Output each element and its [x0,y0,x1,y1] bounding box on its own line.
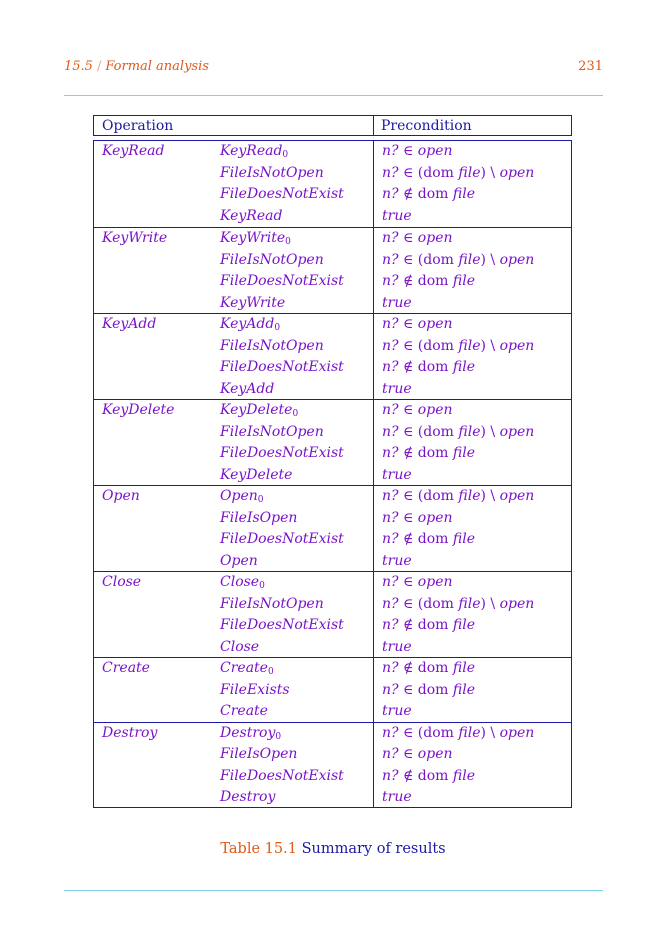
header-rule [64,95,603,96]
table-row [94,744,571,766]
schema-subscript: 0 [282,150,289,160]
precondition-term: n? [382,230,399,246]
schema-name [220,467,292,483]
schema-name [220,725,281,742]
precondition-term: n? [382,273,399,289]
table-row [94,141,571,163]
schema-name [220,553,258,569]
operation-name: KeyWrite [102,230,168,246]
schema-label: FileDoesNotExist [220,445,344,461]
precondition [382,359,475,375]
table-row [94,594,571,616]
schema-name [220,338,324,354]
precondition-term: ∉ dom [398,617,453,633]
table-row [94,314,571,336]
precondition-term: n? [382,724,399,741]
table-group [94,722,571,809]
table-group [94,571,571,658]
precondition-term: n? [382,509,399,526]
table-row [94,572,571,594]
schema-name [220,273,344,289]
precondition [382,596,534,612]
precondition-term: true [382,466,412,483]
table-row [94,637,571,659]
schema-name [220,143,288,160]
schema-name [220,660,274,677]
precondition-term: file [458,164,481,181]
operation-name: Destroy [102,724,158,741]
precondition-term: file [452,660,476,676]
schema-name [220,682,290,698]
precondition-term: open [499,595,535,612]
caption-text: Summary of results [301,841,446,857]
schema-label: KeyDelete [220,402,293,418]
precondition-term: n? [382,359,399,375]
precondition-term: ) \ [480,164,500,181]
schema-subscript: 0 [259,581,265,591]
precondition-term: n? [382,681,399,698]
table-row [94,465,571,487]
precondition-term: ) \ [480,724,500,741]
table-group [94,399,571,486]
precondition-term: ∈ (dom [398,164,459,181]
precondition-term: ∈ (dom [398,488,459,504]
table-caption [0,841,666,857]
schema-label: Destroy [220,789,276,805]
precondition-term: ∈ [398,509,418,526]
schema-label: KeyAdd [220,380,275,397]
precondition-term: true [382,207,412,224]
schema-label: FileIsNotOpen [220,164,324,181]
table-row [94,163,571,185]
precondition-term: open [499,251,535,268]
precondition-term: ∈ [398,316,418,332]
section-number: 15.5 [64,59,93,74]
precondition-term: ∈ (dom [398,595,459,612]
precondition-term: file [458,595,481,612]
precondition-term: ) \ [480,251,500,268]
precondition-term: open [417,143,453,159]
schema-name [220,488,263,505]
precondition [382,424,534,440]
precondition-term: open [417,574,453,590]
table-group [94,227,571,314]
precondition-term: open [499,337,535,354]
precondition [382,381,412,397]
section-title: Formal analysis [105,59,209,74]
precondition-term: file [452,767,476,784]
precondition-term: n? [382,445,399,461]
schema-label: FileIsOpen [220,746,298,762]
precondition [382,574,453,590]
schema-name [220,252,324,268]
schema-label: FileExists [220,681,290,698]
precondition [382,488,534,504]
schema-name [220,381,274,397]
results-table [93,140,572,808]
precondition-term: open [499,488,535,504]
precondition-term: ∈ [398,143,418,159]
schema-label: KeyDelete [220,466,293,483]
schema-subscript: 0 [267,667,274,677]
schema-label: KeyAdd [220,316,275,332]
section-heading [64,59,209,74]
schema-name [220,531,344,547]
precondition-term: file [452,359,476,375]
precondition-term: n? [382,423,399,440]
precondition [382,553,412,569]
page-number: 231 [578,59,603,74]
precondition-term: open [417,746,453,762]
precondition-term: ∉ dom [398,359,453,375]
precondition-term: open [499,164,535,181]
precondition [382,768,475,784]
table-group [94,141,571,227]
table-row [94,336,571,358]
schema-label: FileIsNotOpen [220,337,324,354]
precondition-term: n? [382,316,399,332]
operation-name: KeyRead [102,143,165,159]
precondition-term: ∉ dom [398,660,453,676]
precondition-term: file [452,186,476,202]
precondition [382,252,534,268]
schema-label: FileDoesNotExist [220,273,344,289]
schema-subscript: 0 [257,495,264,505]
table-row [94,701,571,723]
precondition [382,660,475,676]
precondition-term: true [382,380,412,397]
caption-label: Table 15.1 [220,841,297,857]
precondition-term: n? [382,164,399,181]
column-divider [373,116,374,135]
precondition-term: ∈ dom [398,681,453,698]
table-row [94,271,571,293]
precondition [382,295,412,311]
precondition-term: true [382,703,412,719]
schema-name [220,165,324,181]
precondition [382,725,534,741]
schema-label: Open [220,488,258,504]
running-header [64,59,603,77]
precondition-term: ∈ [398,574,418,590]
precondition [382,230,453,246]
schema-name [220,359,344,375]
precondition [382,510,453,526]
schema-label: FileIsNotOpen [220,595,324,612]
operation-name: Close [102,574,142,590]
precondition [382,273,475,289]
precondition-term: n? [382,595,399,612]
precondition [382,445,475,461]
precondition-term: ∉ dom [398,531,453,547]
schema-name [220,186,344,202]
table-row [94,422,571,444]
schema-label: KeyWrite [220,294,286,311]
schema-label: FileDoesNotExist [220,531,344,547]
table-row [94,184,571,206]
precondition-term: n? [382,337,399,354]
precondition-term: ∈ [398,402,418,418]
schema-name [220,445,344,461]
precondition [382,208,412,224]
schema-label: Create [220,703,268,719]
schema-subscript: 0 [285,237,291,247]
table-row [94,766,571,788]
precondition [382,467,412,483]
precondition-term: ) \ [480,595,500,612]
table-header [93,115,572,136]
precondition-term: n? [382,402,399,418]
schema-label: Close [220,574,260,590]
precondition [382,682,475,698]
schema-name [220,424,324,440]
schema-name [220,617,344,633]
precondition-term: file [458,423,481,440]
precondition [382,746,453,762]
precondition-term: ∈ [398,746,418,762]
precondition-term: file [452,273,476,289]
precondition-term: file [458,251,481,268]
schema-subscript: 0 [292,409,299,419]
precondition-term: file [458,337,481,354]
precondition [382,186,475,202]
schema-label: FileDoesNotExist [220,617,344,633]
precondition-term: n? [382,488,399,504]
precondition-term: ) \ [480,337,500,354]
operation-name: KeyDelete [102,402,175,418]
precondition-term: ∉ dom [398,186,453,202]
schema-label: FileIsNotOpen [220,423,324,440]
table-row [94,723,571,745]
precondition-term: ∈ (dom [398,251,459,268]
column-header-precondition: Precondition [381,118,472,134]
schema-name [220,295,285,311]
table-row [94,529,571,551]
table-row [94,615,571,637]
schema-name [220,789,275,805]
precondition-term: n? [382,574,399,590]
precondition-term: open [417,509,453,526]
table-group [94,485,571,572]
precondition [382,143,453,159]
precondition-term: ∉ dom [398,273,453,289]
schema-subscript: 0 [275,731,282,742]
schema-label: Close [220,638,260,655]
precondition-term: n? [382,531,399,547]
precondition-term: ∈ (dom [398,337,459,354]
schema-name [220,768,344,784]
precondition-term: n? [382,767,399,784]
schema-name [220,703,268,719]
precondition-term: ∉ dom [398,767,453,784]
precondition-term: true [382,294,412,311]
precondition-term: open [417,402,453,418]
precondition-term: n? [382,251,399,268]
precondition-term: n? [382,143,399,159]
column-header-operation: Operation [102,118,174,134]
table-row [94,357,571,379]
footer-rule [64,890,603,891]
table-row [94,293,571,315]
precondition-term: file [452,681,476,698]
table-row [94,206,571,228]
precondition-term: open [499,423,535,440]
table-row [94,486,571,508]
schema-name [220,574,265,591]
schema-label: KeyWrite [220,230,286,246]
precondition-term: n? [382,186,399,202]
schema-name [220,510,297,526]
schema-name [220,639,259,655]
precondition-term: open [417,316,453,332]
table-row [94,680,571,702]
schema-label: KeyRead [220,207,283,224]
schema-name [220,316,280,333]
table-group [94,313,571,400]
table-row [94,400,571,422]
header-separator: / [96,59,102,74]
table-row [94,443,571,465]
precondition-term: file [458,488,481,504]
precondition [382,639,412,655]
operation-name: Create [102,660,150,676]
precondition-term: true [382,789,412,805]
schema-label: KeyRead [220,143,283,159]
precondition [382,617,475,633]
schema-name [220,402,298,419]
precondition [382,789,412,805]
precondition-term: n? [382,660,399,676]
schema-label: FileDoesNotExist [220,359,344,375]
precondition-term: ) \ [480,488,500,504]
precondition-term: ∉ dom [398,445,453,461]
operation-name: KeyAdd [102,316,157,332]
precondition-term: n? [382,617,399,633]
operation-name: Open [102,488,140,504]
precondition [382,531,475,547]
precondition-term: open [417,230,453,246]
precondition [382,703,412,719]
precondition-term: ∈ (dom [398,724,459,741]
precondition-term: file [458,724,481,741]
table-group [94,657,571,723]
schema-label: Destroy [220,724,276,741]
schema-label: FileDoesNotExist [220,767,344,784]
precondition-term: open [499,724,535,741]
table-row [94,658,571,680]
schema-name [220,746,297,762]
schema-label: Open [220,552,258,569]
precondition-term: true [382,638,412,655]
precondition-term: file [452,617,476,633]
schema-name [220,208,282,224]
precondition-term: ∈ (dom [398,423,459,440]
precondition [382,402,453,418]
precondition-term: file [452,445,476,461]
precondition [382,338,534,354]
table-row [94,228,571,250]
schema-label: Create [220,660,268,676]
precondition-term: n? [382,746,399,762]
table-row [94,379,571,401]
table-row [94,787,571,809]
precondition-term: true [382,552,412,569]
schema-label: FileIsNotOpen [220,251,324,268]
schema-name [220,230,291,247]
schema-label: FileDoesNotExist [220,186,344,202]
schema-subscript: 0 [274,323,281,333]
table-row [94,551,571,573]
table-row [94,250,571,272]
precondition-term: file [452,531,476,547]
table-row [94,508,571,530]
precondition-term: ) \ [480,423,500,440]
schema-name [220,596,324,612]
schema-label: FileIsOpen [220,509,298,526]
precondition [382,316,453,332]
precondition [382,165,534,181]
precondition-term: ∈ [398,230,418,246]
